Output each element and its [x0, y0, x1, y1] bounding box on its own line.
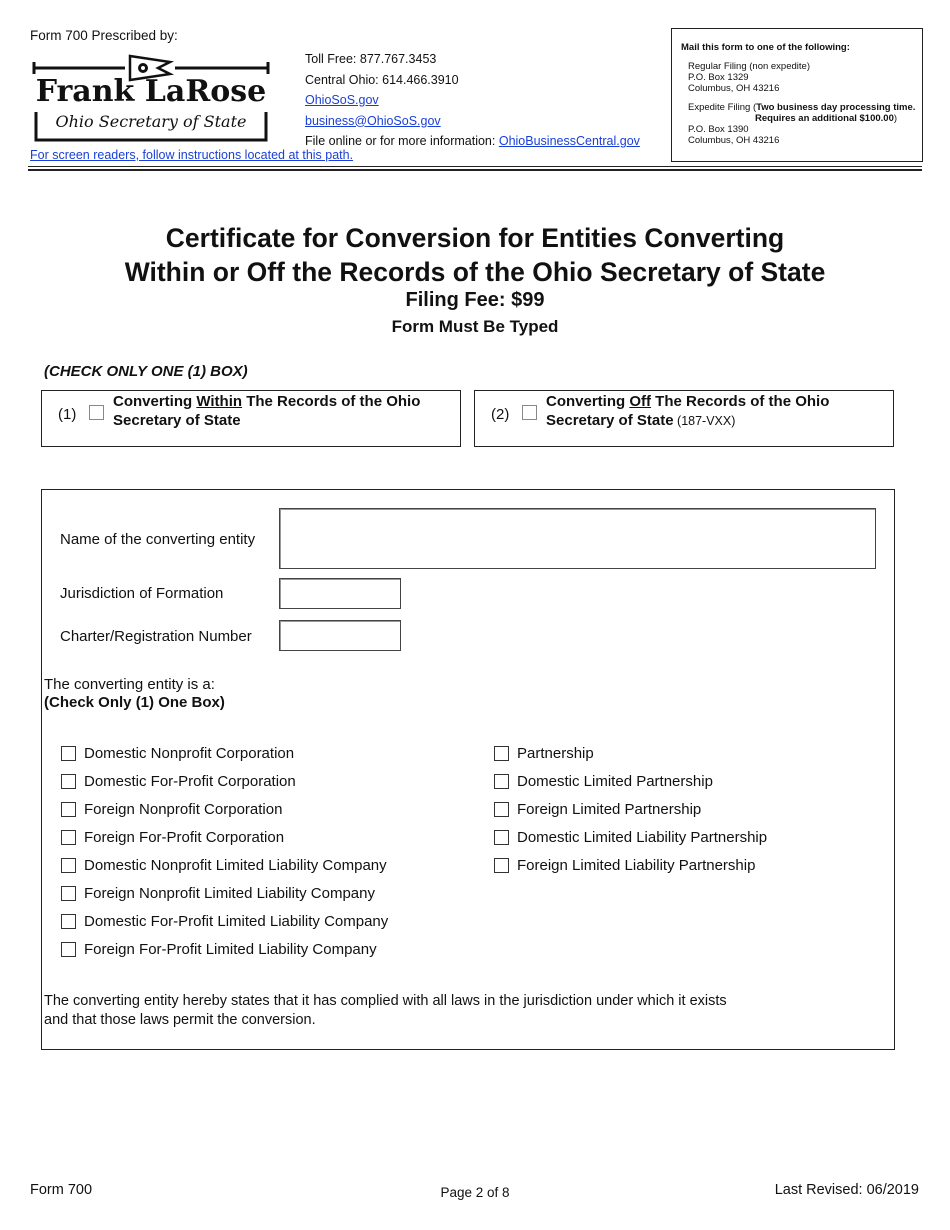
entity-section	[41, 489, 895, 1050]
entity-type-label: The converting entity is a:	[44, 676, 215, 693]
option-1-post: The Records of the Ohio	[242, 393, 421, 410]
entity-type-checkbox[interactable]	[494, 830, 509, 845]
entity-type-checkbox[interactable]	[61, 746, 76, 761]
entity-type-option[interactable]	[494, 745, 594, 762]
title-line-1: Certificate for Conversion for Entities Converting	[165, 223, 785, 253]
entity-type-checkbox[interactable]	[494, 774, 509, 789]
form-title	[0, 221, 950, 289]
entity-type-label: Domestic Limited Liability Partnership	[517, 829, 768, 846]
entity-type-checkbox[interactable]	[61, 886, 76, 901]
mail-to-box	[671, 28, 923, 162]
option-off-box	[474, 390, 894, 447]
file-online-text: File online or for more information:	[305, 134, 499, 148]
entity-type-label: Partnership	[517, 745, 594, 762]
option-2-label	[546, 393, 829, 430]
entity-type-option[interactable]	[61, 829, 284, 846]
expedite-prefix: Expedite Filing (	[688, 102, 757, 113]
option-2-line2: Secretary of State	[546, 411, 674, 429]
entity-type-note: (Check Only (1) One Box)	[44, 694, 225, 711]
option-1-key: Within	[196, 393, 243, 410]
option-2-pre: Converting	[546, 393, 630, 410]
mail-title: Mail this form to one of the following:	[681, 42, 850, 53]
page-number: Page 2 of 8	[440, 1185, 510, 1200]
entity-type-option[interactable]	[494, 829, 767, 846]
entity-type-label: Foreign Limited Partnership	[517, 801, 702, 818]
logo-subtitle: Ohio Secretary of State	[55, 112, 247, 131]
entity-type-checkbox[interactable]	[61, 774, 76, 789]
statement-line-1: The converting entity hereby states that it has complied with all laws in the jurisdiction under which it exists	[44, 993, 727, 1009]
filing-fee: Filing Fee: $99	[405, 289, 545, 311]
statement-line-2: and that those laws permit the conversion.	[44, 1012, 316, 1028]
entity-type-checkbox[interactable]	[61, 802, 76, 817]
charter-number-field[interactable]	[279, 620, 401, 651]
option-1-line2: Secretary of State	[113, 411, 241, 429]
option-2-key: Off	[629, 393, 652, 410]
entity-type-option[interactable]	[61, 941, 377, 958]
contact-info	[305, 49, 640, 152]
regular-filing-label: Regular Filing (non expedite)	[688, 61, 810, 72]
jurisdiction-field[interactable]	[279, 578, 401, 609]
website-link[interactable]: OhioSoS.gov	[305, 93, 379, 107]
expedite-fee: Requires an additional $100.00	[755, 113, 894, 124]
regular-filing	[688, 61, 810, 94]
business-central-link[interactable]: OhioBusinessCentral.gov	[498, 134, 640, 148]
regular-filing-city: Columbus, OH 43216	[688, 83, 780, 94]
entity-type-label: Foreign For-Profit Corporation	[84, 829, 285, 846]
footer-form-number: Form 700	[30, 1182, 93, 1198]
charter-number-label: Charter/Registration Number	[60, 628, 252, 645]
entity-type-checkbox[interactable]	[61, 858, 76, 873]
entity-type-label: Domestic Nonprofit Limited Liability Company	[84, 857, 387, 874]
expedite-filing	[688, 102, 920, 146]
option-1-number: (1)	[58, 406, 77, 423]
typed-notice: Form Must Be Typed	[391, 317, 559, 336]
convert-within-checkbox[interactable]	[89, 405, 104, 420]
option-1-label	[113, 393, 420, 430]
expedite-city: Columbus, OH 43216	[688, 135, 780, 146]
entity-type-option[interactable]	[494, 801, 701, 818]
convert-off-checkbox[interactable]	[522, 405, 537, 420]
entity-type-checkbox[interactable]	[61, 942, 76, 957]
option-1-pre: Converting	[113, 393, 197, 410]
entity-type-option[interactable]	[494, 857, 755, 874]
option-2-code: (187-VXX)	[673, 413, 736, 428]
entity-type-option[interactable]	[61, 773, 296, 790]
prescribed-by: Form 700 Prescribed by:	[30, 28, 178, 43]
entity-name-field[interactable]	[279, 508, 876, 569]
entity-type-label: Domestic Nonprofit Corporation	[84, 745, 295, 762]
entity-type-label: Foreign Limited Liability Partnership	[517, 857, 756, 874]
jurisdiction-label: Jurisdiction of Formation	[60, 585, 224, 602]
entity-type-label: Foreign Nonprofit Limited Liability Company	[84, 885, 375, 902]
entity-type-label: Domestic Limited Partnership	[517, 773, 713, 790]
entity-type-label: Foreign For-Profit Limited Liability Company	[84, 941, 377, 958]
entity-type-checkbox[interactable]	[494, 746, 509, 761]
header-divider	[28, 166, 922, 172]
expedite-time: Two business day processing time.	[756, 102, 916, 113]
central-ohio-phone: Central Ohio: 614.466.3910	[305, 72, 459, 87]
entity-type-option[interactable]	[61, 885, 375, 902]
regular-filing-box: P.O. Box 1329	[688, 72, 749, 83]
logo-name: Frank LaRose	[35, 74, 267, 109]
toll-free: Toll Free: 877.767.3453	[305, 52, 437, 66]
entity-type-option[interactable]	[61, 745, 294, 762]
entity-type-option[interactable]	[61, 857, 387, 874]
entity-type-option[interactable]	[61, 801, 282, 818]
option-within-box	[41, 390, 461, 447]
entity-type-label: Foreign Nonprofit Corporation	[84, 801, 283, 818]
option-2-post: The Records of the Ohio	[651, 393, 830, 410]
entity-type-label: Domestic For-Profit Corporation	[84, 773, 296, 790]
check-one-instruction: (CHECK ONLY ONE (1) BOX)	[44, 363, 248, 380]
entity-type-checkbox[interactable]	[494, 802, 509, 817]
option-2-number: (2)	[491, 406, 510, 423]
entity-type-option[interactable]	[494, 773, 713, 790]
entity-type-checkbox[interactable]	[61, 830, 76, 845]
entity-name-label: Name of the converting entity	[60, 531, 256, 548]
expedite-suffix: )	[893, 113, 898, 124]
title-line-2: Within or Off the Records of the Ohio Secretary of State	[124, 257, 826, 287]
last-revised: Last Revised: 06/2019	[774, 1182, 919, 1198]
entity-type-option[interactable]	[61, 913, 388, 930]
email-link[interactable]: business@OhioSoS.gov	[305, 113, 441, 128]
entity-type-label: Domestic For-Profit Limited Liability Company	[84, 913, 389, 930]
sos-logo	[30, 50, 272, 144]
entity-type-checkbox[interactable]	[61, 914, 76, 929]
expedite-box: P.O. Box 1390	[688, 124, 749, 135]
screen-reader-link[interactable]: For screen readers, follow instructions located at this path.	[30, 148, 354, 162]
compliance-statement	[44, 992, 884, 1030]
entity-type-checkbox[interactable]	[494, 858, 509, 873]
entity-type-heading	[44, 676, 225, 712]
